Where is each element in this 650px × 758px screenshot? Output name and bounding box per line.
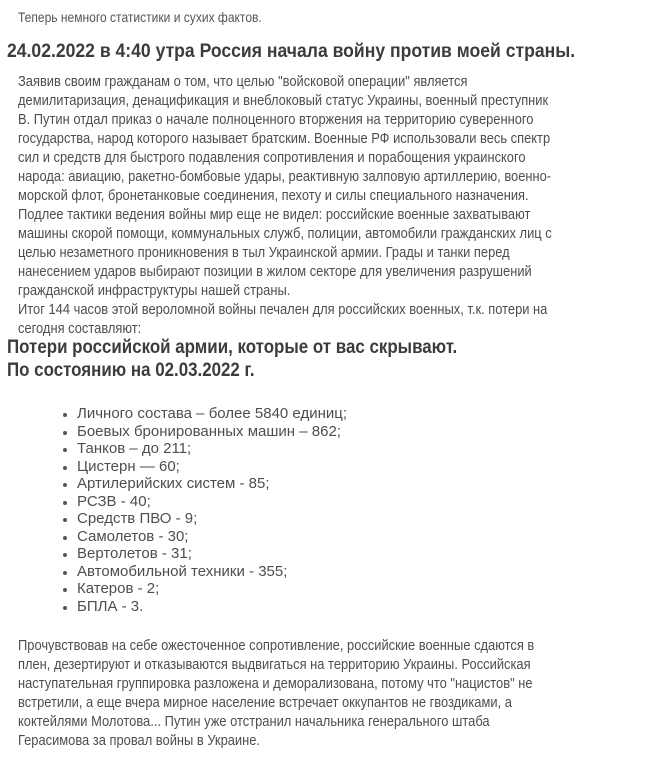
paragraph-line: встретили, а еще вчера мирное население встречает оккупантов не гвоздиками, а bbox=[18, 694, 512, 711]
paragraph-line: демилитаризация, денацификация и внеблоковый статус Украины, военный преступник bbox=[18, 92, 549, 109]
losses-list-item: • БПЛА - 3. bbox=[77, 598, 347, 616]
losses-list-item: • Артилерийских систем - 85; bbox=[77, 475, 347, 493]
losses-list-item: • Средств ПВО - 9; bbox=[77, 510, 347, 528]
paragraph-line: гражданской инфраструктуры нашей страны. bbox=[18, 282, 291, 299]
paragraph-line: наступательная группировка разложена и деморализована, потому что "нацистов" не bbox=[18, 675, 533, 692]
losses-list-item: • Танков – до 211; bbox=[77, 440, 347, 458]
losses-list-item: • РСЗВ - 40; bbox=[77, 493, 347, 511]
paragraph-line: народа: авиацию, ракетно-бомбовые удары, реактивную залповую артиллерию, военно- bbox=[18, 168, 552, 185]
paragraph-line: целью незаметного проникновения в тыл Украинской армии. Грады и танки перед bbox=[18, 244, 510, 261]
losses-heading-line2: По состоянию на 02.03.2022 г. bbox=[7, 360, 255, 381]
losses-list-item: • Катеров - 2; bbox=[77, 580, 347, 598]
losses-list-item: • Личного состава – более 5840 единиц; bbox=[77, 405, 347, 423]
losses-list bbox=[59, 405, 347, 615]
paragraph-line: государства, народ которого называет братским. Военные РФ использовали весь спектр bbox=[18, 130, 551, 147]
paragraph-resistance bbox=[18, 636, 534, 750]
paragraph-line: сил и средств для быстрого подавления сопротивления и порабощения украинского bbox=[18, 149, 526, 166]
paragraph-line: Подлее тактики ведения войны мир еще не видел: российские военные захватывают bbox=[18, 206, 531, 223]
paragraph-line: В. Путин отдал приказ о начале полноценного вторжения на территорию суверенного bbox=[18, 111, 534, 128]
paragraph-invasion bbox=[18, 72, 552, 338]
losses-list-item: • Автомобильной техники - 355; bbox=[77, 563, 347, 581]
paragraph-line: машины скорой помощи, коммунальных служб, полиции, автомобили гражданских лиц с bbox=[18, 225, 552, 242]
losses-heading-line1: Потери российской армии, которые от вас скрывают. bbox=[7, 337, 458, 358]
paragraph-line: Итог 144 часов этой вероломной войны печален для российских военных, т.к. потери на bbox=[18, 301, 548, 318]
headline: 24.02.2022 в 4:40 утра Россия начала войну против моей страны. bbox=[7, 41, 576, 62]
paragraph-line: нанесением ударов выбирают позиции в жилом секторе для увеличения разрушений bbox=[18, 263, 532, 280]
paragraph-line: Прочувствовав на себе ожесточенное сопротивление, российские военные сдаются в bbox=[18, 637, 535, 654]
losses-list-item: • Самолетов - 30; bbox=[77, 528, 347, 546]
paragraph-line: сегодня составляют: bbox=[18, 320, 142, 337]
intro-text: Теперь немного статистики и сухих фактов. bbox=[18, 9, 262, 25]
paragraph-line: Заявив своим гражданам о том, что целью "войсковой операции" является bbox=[18, 73, 468, 90]
paragraph-line: плен, дезертируют и отказываются выдвигаться на территорию Украины. Российская bbox=[18, 656, 531, 673]
paragraph-line: Герасимова за провал войны в Украине. bbox=[18, 732, 261, 749]
paragraph-line: коктейлями Молотова... Путин уже отстранил начальника генерального штаба bbox=[18, 713, 490, 730]
paragraph-line: морской флот, бронетанковые соединения, пехоту и силы специального назначения. bbox=[18, 187, 529, 204]
losses-list-item: • Цистерн — 60; bbox=[77, 458, 347, 476]
losses-list-item: • Боевых бронированных машин – 862; bbox=[77, 423, 347, 441]
losses-list-item: • Вертолетов - 31; bbox=[77, 545, 347, 563]
